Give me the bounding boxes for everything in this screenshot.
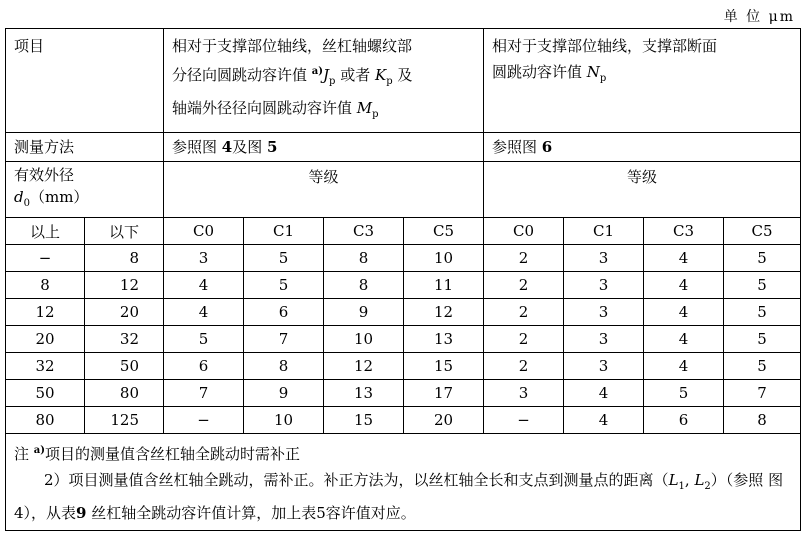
- method-ref-j-text: 参照图: [172, 138, 222, 156]
- cell-j: 5: [244, 272, 324, 299]
- cell-n: 4: [644, 245, 724, 272]
- cell-j: 5: [244, 245, 324, 272]
- symbol-n-sub: p: [599, 73, 607, 84]
- cell-j: 12: [404, 299, 484, 326]
- cell-j: 7: [244, 326, 324, 353]
- row-above: 20: [6, 326, 85, 353]
- header-item-text: 项目: [14, 37, 45, 55]
- cell-n: 3: [564, 326, 644, 353]
- diameter-label-line2: [14, 186, 155, 215]
- table-row: [6, 326, 801, 353]
- cell-j: 9: [324, 299, 404, 326]
- grade-j-c5: C5: [404, 218, 484, 245]
- note-1-mark: a): [33, 445, 45, 456]
- grade-n-c3: C3: [644, 218, 724, 245]
- cell-j: 4: [164, 272, 244, 299]
- cell-n: −: [484, 407, 564, 434]
- grade-label-j: 等级: [164, 162, 484, 218]
- cell-j: 3: [164, 245, 244, 272]
- cell-j: 5: [164, 326, 244, 353]
- cell-j: 6: [164, 353, 244, 380]
- header-j-text-b: 轴端外径径向圆跳动容许值: [172, 99, 357, 117]
- cell-n: 5: [724, 326, 801, 353]
- grade-j-c3: C3: [324, 218, 404, 245]
- note-2-text-a: 2）项目测量值含丝杠轴全跳动，需补正。补正方法为，以丝杠轴全长和支点到测量点的距离（: [44, 471, 669, 489]
- cell-j: 8: [244, 353, 324, 380]
- cell-n: 2: [484, 353, 564, 380]
- footnote-mark: a): [311, 66, 324, 77]
- row-above: 50: [6, 380, 85, 407]
- cell-j: −: [164, 407, 244, 434]
- cell-j: 13: [404, 326, 484, 353]
- row-below: 125: [85, 407, 164, 434]
- header-n-line2: [492, 59, 792, 92]
- cell-j: 8: [324, 245, 404, 272]
- notes-cell: [6, 434, 801, 531]
- unit-label: 单 位 μm: [723, 9, 795, 25]
- header-j-line3: [172, 95, 475, 128]
- method-ref-j-and: 及图: [232, 138, 268, 156]
- row-above: −: [6, 245, 85, 272]
- grade-n-c0: C0: [484, 218, 564, 245]
- grade-n-c1: C1: [564, 218, 644, 245]
- cell-n: 3: [564, 272, 644, 299]
- symbol-m: M: [356, 99, 373, 117]
- header-item: [6, 29, 164, 133]
- table-row: [6, 245, 801, 272]
- cell-j: 12: [324, 353, 404, 380]
- symbol-l2: L: [694, 471, 705, 489]
- cell-j: 10: [244, 407, 324, 434]
- header-j-line2: [172, 59, 475, 95]
- note-2-text-b: ）（参照 图 4），从表: [14, 471, 784, 522]
- method-ref-j: [164, 133, 484, 162]
- diameter-label-line1: 有效外径: [14, 166, 75, 184]
- cell-n: 3: [564, 299, 644, 326]
- cell-j: 17: [404, 380, 484, 407]
- cell-n: 4: [644, 272, 724, 299]
- cell-n: 2: [484, 272, 564, 299]
- note-2: [14, 467, 792, 526]
- note-2-table-ref: 9: [76, 504, 87, 522]
- notes-row: [6, 434, 801, 531]
- header-col-j: [164, 29, 484, 133]
- grade-j-c0: C0: [164, 218, 244, 245]
- symbol-d-sub: 0: [23, 198, 30, 209]
- note-1: [14, 438, 792, 467]
- row-below: 20: [85, 299, 164, 326]
- row-below: 80: [85, 380, 164, 407]
- cell-j: 15: [324, 407, 404, 434]
- cell-j: 8: [324, 272, 404, 299]
- tolerance-table: [5, 28, 801, 531]
- header-n-line1: 相对于支撑部位轴线，支撑部断面: [492, 37, 718, 55]
- symbol-m-sub: p: [372, 109, 379, 120]
- table-row: [6, 272, 801, 299]
- row-above: 12: [6, 299, 85, 326]
- cell-n: 3: [564, 353, 644, 380]
- note-1-text: 项目的测量值含丝杠轴全跳动时需补正: [45, 445, 301, 463]
- cell-n: 5: [724, 299, 801, 326]
- table-row: [6, 299, 801, 326]
- method-ref-j-fig1: 4: [221, 138, 233, 156]
- symbol-l2-sub: 2: [704, 481, 711, 492]
- cell-j: 4: [164, 299, 244, 326]
- method-row: [6, 133, 801, 162]
- symbol-k-sub: p: [386, 76, 393, 87]
- cell-n: 4: [564, 380, 644, 407]
- diameter-row: [6, 162, 801, 218]
- note-1-prefix: 注: [14, 445, 34, 463]
- header-j-or: 或者: [335, 66, 375, 84]
- cell-j: 20: [404, 407, 484, 434]
- cell-j: 11: [404, 272, 484, 299]
- row-below: 8: [85, 245, 164, 272]
- cell-n: 2: [484, 245, 564, 272]
- symbol-j-sub: p: [329, 76, 336, 87]
- cell-j: 6: [244, 299, 324, 326]
- diameter-label: [6, 162, 164, 218]
- cell-j: 15: [404, 353, 484, 380]
- cell-n: 8: [724, 407, 801, 434]
- cell-n: 5: [724, 353, 801, 380]
- symbol-k: K: [374, 66, 387, 84]
- row-above: 8: [6, 272, 85, 299]
- subhead-above: 以上: [6, 218, 85, 245]
- method-ref-n: [484, 133, 801, 162]
- diameter-unit: （mm）: [29, 188, 89, 206]
- cell-n: 4: [644, 299, 724, 326]
- row-below: 50: [85, 353, 164, 380]
- symbol-l1: L: [668, 471, 679, 489]
- header-col-n: [484, 29, 801, 133]
- cell-n: 2: [484, 299, 564, 326]
- cell-j: 10: [324, 326, 404, 353]
- symbol-l1-sub: 1: [678, 481, 685, 492]
- header-row: [6, 29, 801, 133]
- row-above: 32: [6, 353, 85, 380]
- table-row: [6, 407, 801, 434]
- cell-j: 9: [244, 380, 324, 407]
- method-label: 测量方法: [6, 133, 164, 162]
- cell-n: 5: [724, 245, 801, 272]
- cell-n: 2: [484, 326, 564, 353]
- grade-n-c5: C5: [724, 218, 801, 245]
- header-j-text-a: 分径向圆跳动容许值: [172, 66, 312, 84]
- row-below: 12: [85, 272, 164, 299]
- cell-n: 4: [644, 353, 724, 380]
- symbol-j: J: [323, 66, 330, 84]
- cell-n: 7: [724, 380, 801, 407]
- row-above: 80: [6, 407, 85, 434]
- subhead-below: 以下: [85, 218, 164, 245]
- note-2-comma: ,: [684, 471, 695, 489]
- cell-n: 5: [644, 380, 724, 407]
- symbol-n: N: [586, 63, 600, 81]
- row-below: 32: [85, 326, 164, 353]
- cell-j: 10: [404, 245, 484, 272]
- cell-n: 4: [564, 407, 644, 434]
- note-2-text-c: 丝杠轴全跳动容许值计算，加上表5容许值对应。: [86, 504, 416, 522]
- grade-label-n: 等级: [484, 162, 801, 218]
- cell-n: 4: [644, 326, 724, 353]
- grade-j-c1: C1: [244, 218, 324, 245]
- method-ref-j-fig2: 5: [267, 138, 278, 156]
- table-row: [6, 353, 801, 380]
- method-ref-n-text: 参照图: [492, 138, 542, 156]
- table-row: [6, 380, 801, 407]
- cell-j: 13: [324, 380, 404, 407]
- header-n-text: 圆跳动容许值: [492, 63, 587, 81]
- subhead-row: [6, 218, 801, 245]
- cell-n: 3: [484, 380, 564, 407]
- symbol-d: d: [14, 188, 24, 206]
- header-j-and: 及: [392, 66, 413, 84]
- cell-n: 5: [724, 272, 801, 299]
- cell-n: 3: [564, 245, 644, 272]
- method-ref-n-fig: 6: [541, 138, 553, 156]
- cell-n: 6: [644, 407, 724, 434]
- cell-j: 7: [164, 380, 244, 407]
- header-j-line1: 相对于支撑部位轴线，丝杠轴螺纹部: [172, 37, 413, 55]
